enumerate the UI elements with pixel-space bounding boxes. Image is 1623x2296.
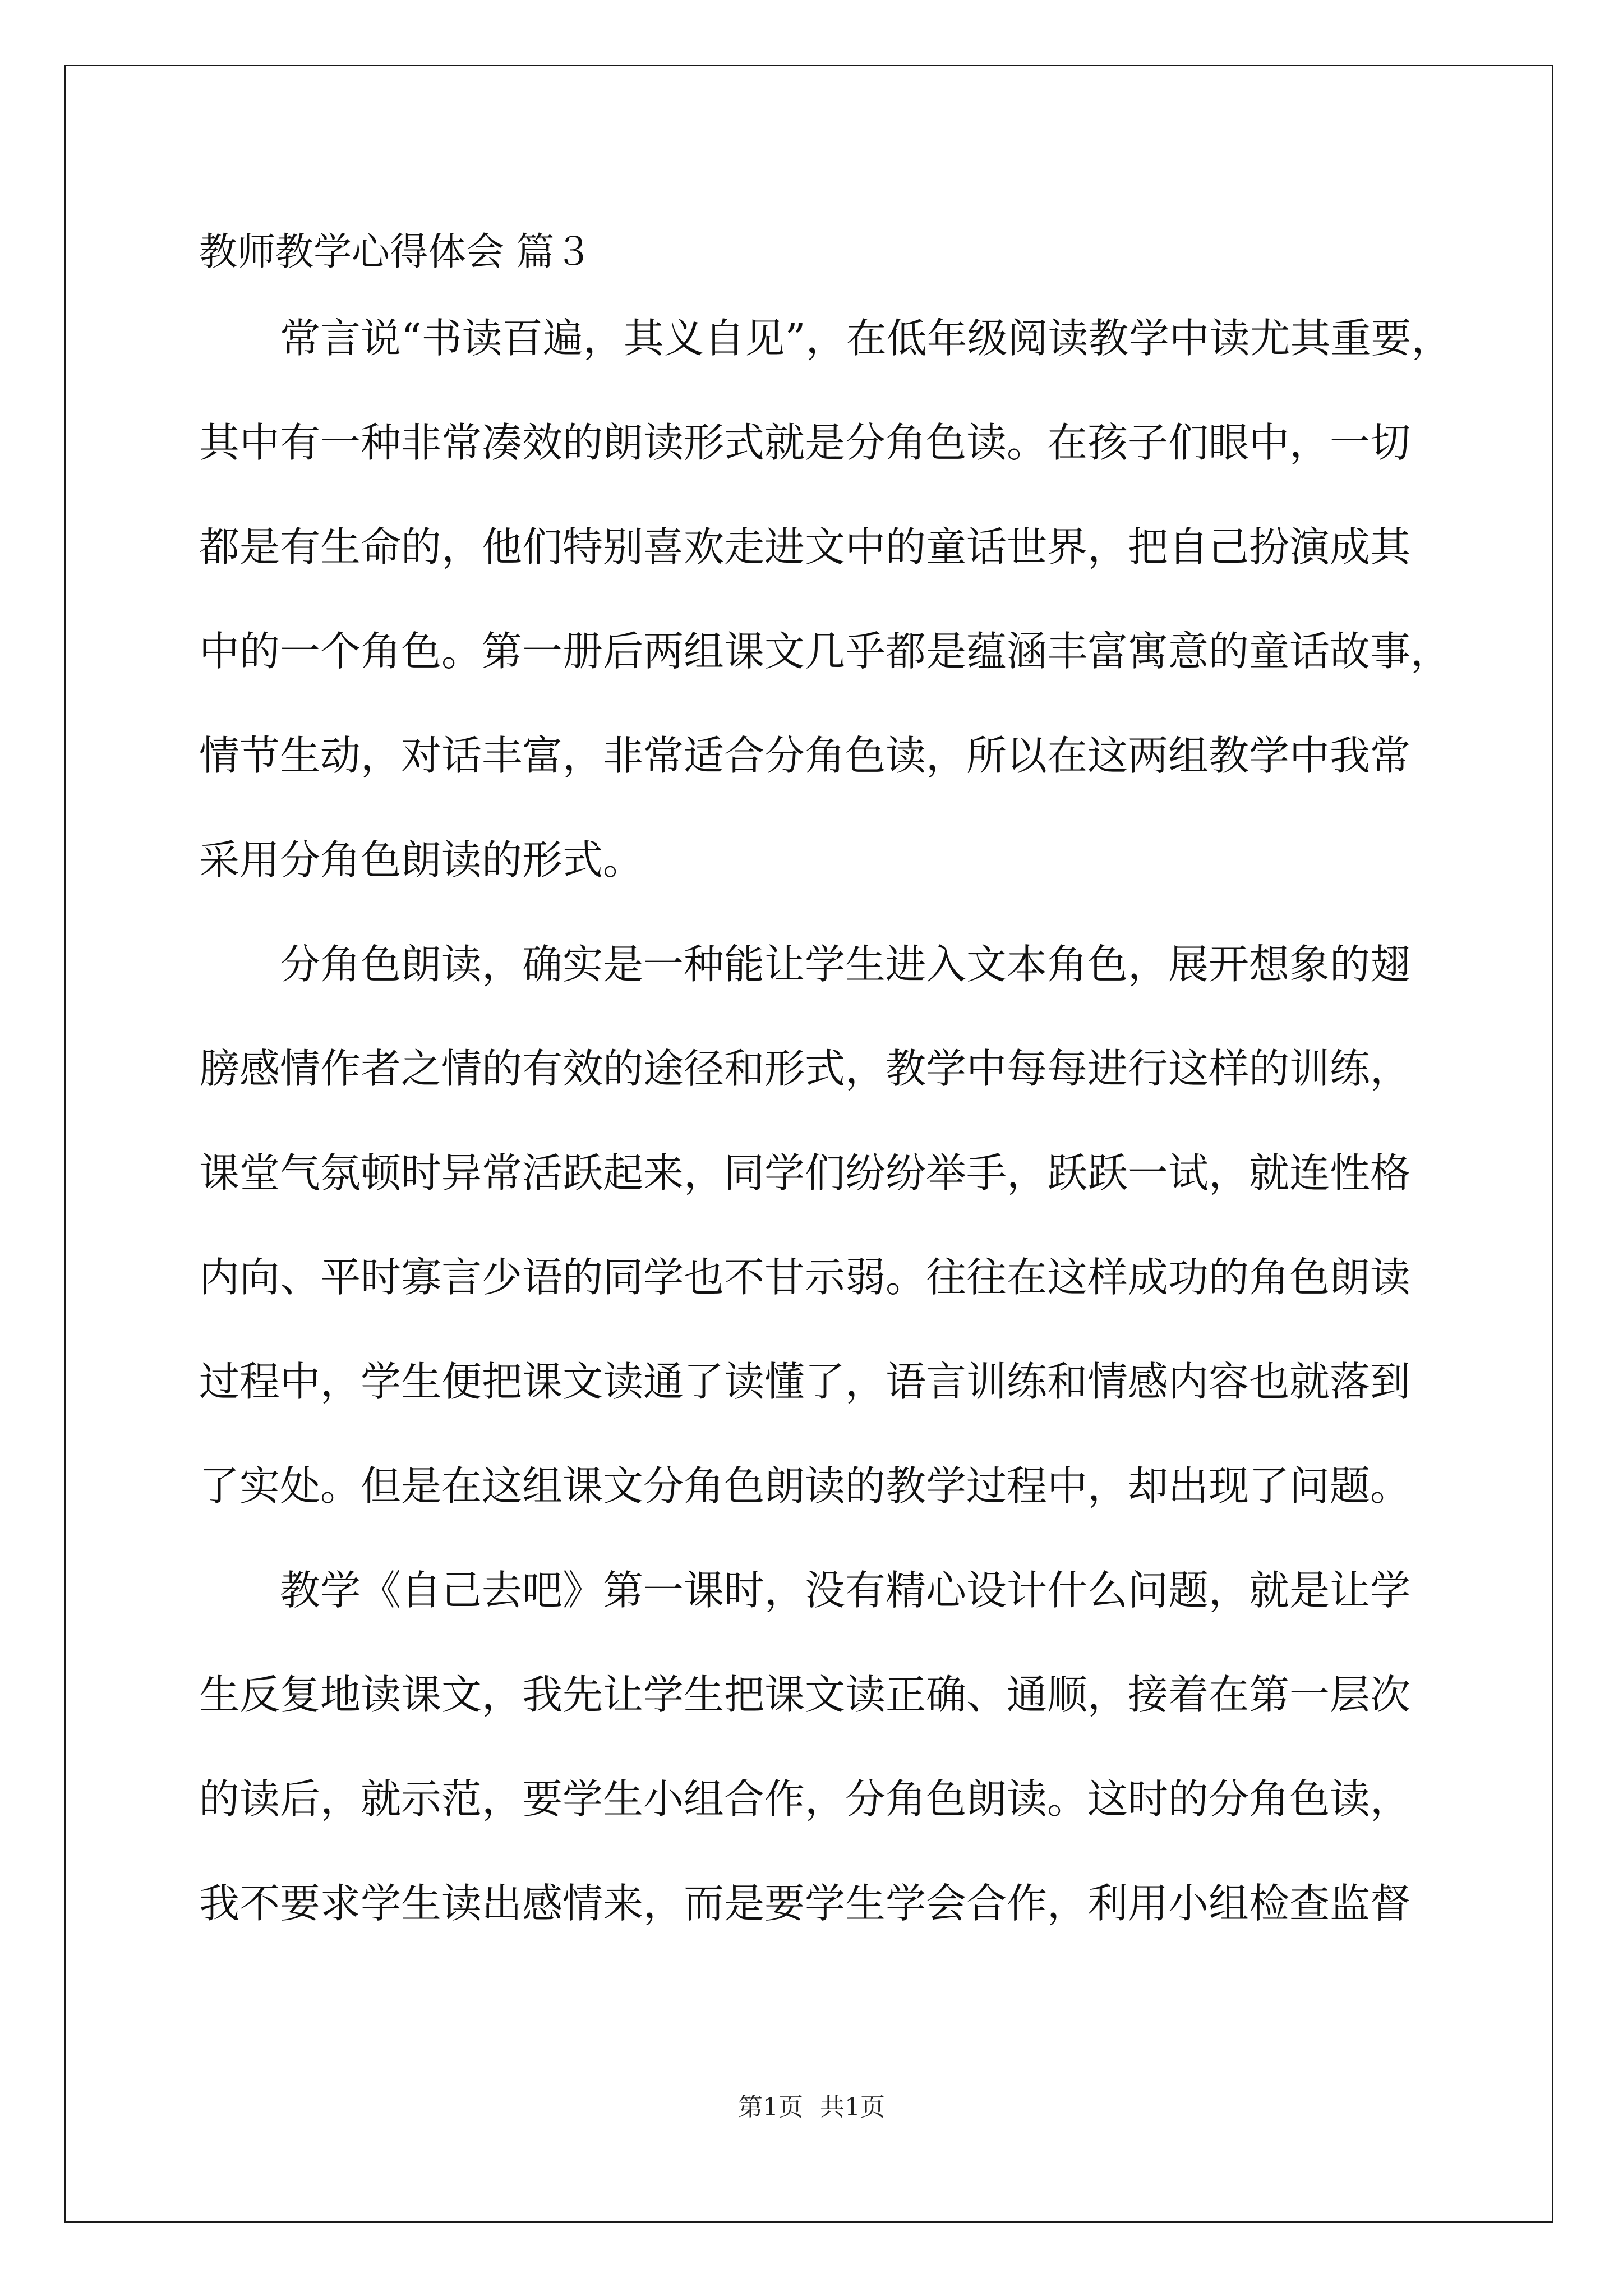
text-line: 我不要求学生读出感情来，而是要学生学会合作，利用小组检查监督 <box>199 1880 1411 1927</box>
text-line: 分角色朗读，确实是一种能让学生进入文本角色，展开想象的翅 <box>280 941 1411 988</box>
text-line: 膀感情作者之情的有效的途径和形式，教学中每每进行这样的训练， <box>199 1045 1411 1092</box>
page-footer <box>0 2087 1623 2123</box>
text-line: 了实处。但是在这组课文分角色朗读的教学过程中，却出现了问题。 <box>199 1462 1411 1510</box>
text-line: 中的一个角色。第一册后两组课文几乎都是蕴涵丰富寓意的童话故事， <box>199 628 1451 675</box>
document-title: 教师教学心得体会 篇３ <box>199 230 593 274</box>
text-line: 的读后，就示范，要学生小组合作，分角色朗读。这时的分角色读， <box>199 1775 1411 1823</box>
text-line: 采用分角色朗读的形式。 <box>199 836 644 884</box>
text-line: 其中有一种非常凑效的朗读形式就是分角色读。在孩子们眼中，一切 <box>199 419 1411 466</box>
page-number: 第1页 <box>738 2093 803 2122</box>
text-line: 教学《自己去吧》第一课时，没有精心设计什么问题，就是让学 <box>280 1567 1411 1614</box>
text-line: 情节生动，对话丰富，非常适合分角色读，所以在这两组教学中我常 <box>199 732 1411 779</box>
page-total: 共1页 <box>820 2093 885 2122</box>
document-body <box>199 219 1467 1955</box>
text-lines <box>199 286 1467 1955</box>
text-line: 常言说“书读百遍，其义自见”，在低年级阅读教学中读尤其重要， <box>280 315 1452 362</box>
text-line: 生反复地读课文，我先让学生把课文读正确、通顺，接着在第一层次 <box>199 1671 1411 1718</box>
text-line: 过程中，学生便把课文读通了读懂了，语言训练和情感内容也就落到 <box>199 1358 1411 1405</box>
text-line: 内向、平时寡言少语的同学也不甘示弱。往往在这样成功的角色朗读 <box>199 1254 1411 1301</box>
text-line: 课堂气氛顿时异常活跃起来，同学们纷纷举手，跃跃一试，就连性格 <box>199 1149 1411 1197</box>
text-line: 都是有生命的，他们特别喜欢走进文中的童话世界，把自己扮演成其 <box>199 523 1411 570</box>
